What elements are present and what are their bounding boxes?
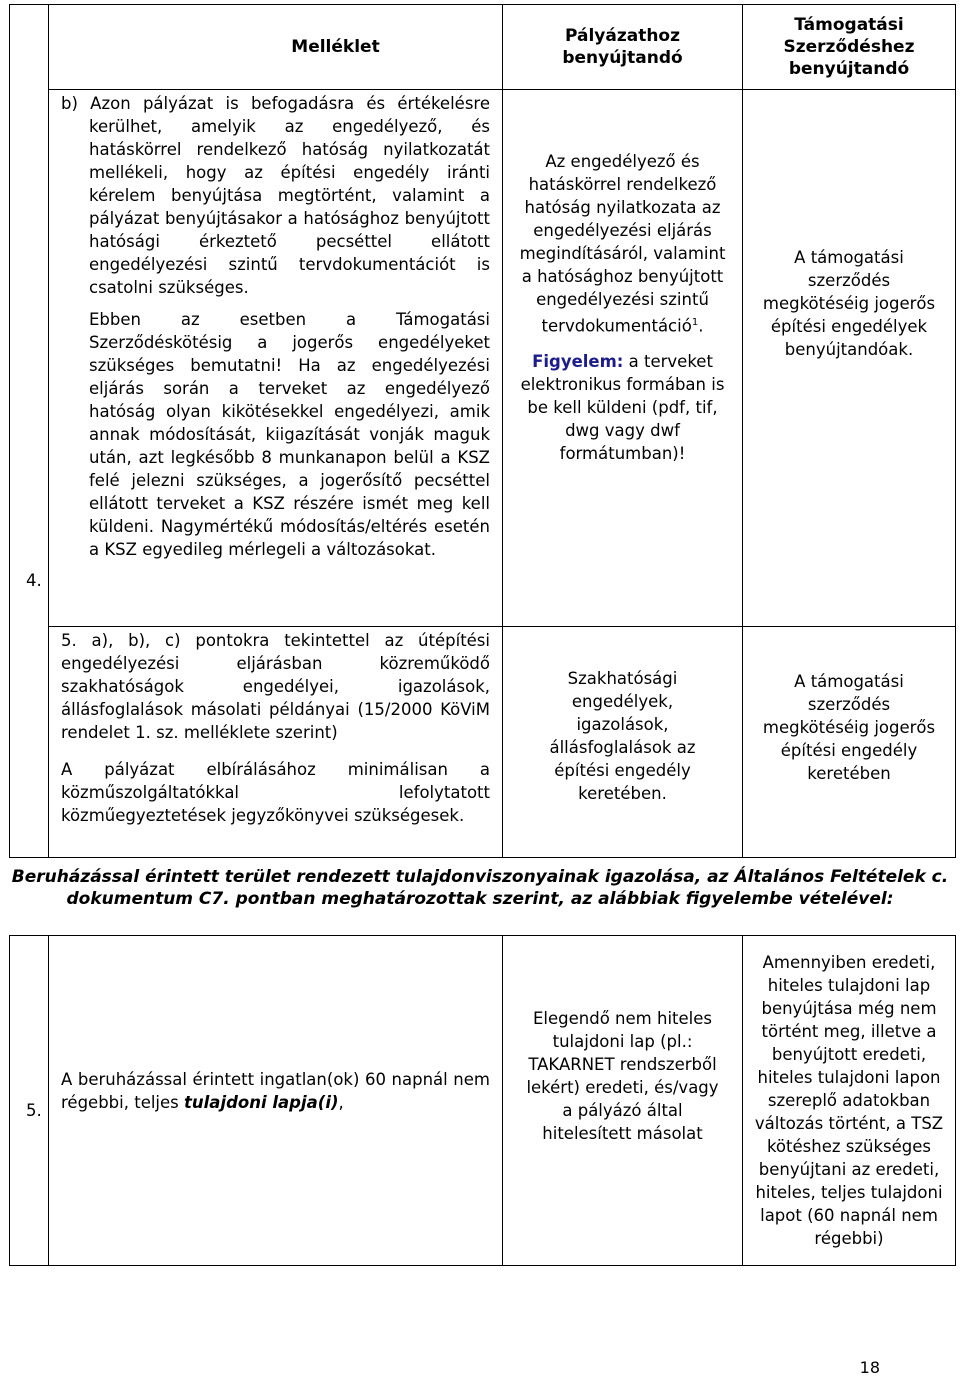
row5-number: 5. bbox=[26, 1101, 42, 1120]
block-b-palyazat-text: Az engedélyező és hatáskörrel rendelkező hatóság nyilatkozata az engedélyezési eljárás megindításáról, valamint a hatósághoz benyújtott engedélyezési szintű tervdokumentáció bbox=[519, 152, 726, 336]
block-5-para1: 5. a), b), c) pontokra tekintettel az útépítési engedélyezési eljárásban közreműködő szakhatóságok engedélyei, igazolások, állásfoglalások másolati példányai (15/2000 KöViM rendelet 1. sz. melléklete szerint) bbox=[61, 631, 490, 742]
row5-text: A beruházással érintett ingatlan(ok) 60 napnál nem régebbi, teljes tulajdoni lapja(i), bbox=[49, 936, 503, 1266]
block-5-para2: A pályázat elbírálásához minimálisan a közműszolgáltatókkal lefolytatott közműegyeztetések jegyzőkönyvei szükségesek. bbox=[61, 760, 490, 825]
block-5-tamogatasi: A támogatási szerződés megkötéséig jogerős építési engedély keretében bbox=[743, 627, 956, 858]
figyelem-note: Figyelem: a terveket elektronikus formában is be kell küldeni (pdf, tif, dwg vagy dwf formátumban)! bbox=[520, 351, 725, 463]
requirements-table-row4 bbox=[9, 4, 956, 858]
header-melleklet: Melléklet bbox=[49, 5, 503, 90]
row-number: 4. bbox=[26, 571, 42, 590]
block-b-tamogatasi: A támogatási szerződés megkötéséig jogerős építési engedélyek benyújtandóak. bbox=[743, 90, 956, 627]
tulajdoni-lap-emphasis: tulajdoni lapja(i) bbox=[184, 1092, 339, 1112]
footnote-ref[interactable]: 1 bbox=[691, 317, 699, 328]
block-5-text bbox=[49, 627, 503, 858]
row5-number-cell bbox=[10, 936, 49, 1266]
block-5-palyazat: Szakhatósági engedélyek, igazolások, állásfoglalások az építési engedély keretében. bbox=[503, 627, 743, 858]
requirements-table-row5 bbox=[9, 935, 956, 1266]
header-palyazat: Pályázathoz benyújtandó bbox=[503, 5, 743, 90]
row5-palyazat: Elegendő nem hiteles tulajdoni lap (pl.: TAKARNET rendszerből lekért) eredeti, és/vagy a pályázó által hitelesített másolat bbox=[503, 936, 743, 1266]
figyelem-label: Figyelem: bbox=[532, 351, 624, 371]
section5-header: Beruházással érintett terület rendezett tulajdonviszonyainak igazolása, az Általános Feltételek c. dokumentum C7. pontban meghatározottak szerint, az alábbiak figyelembe vételével: bbox=[11, 867, 949, 909]
row5-tamogatasi: Amennyiben eredeti, hiteles tulajdoni lap benyújtása még nem történt meg, illetve a benyújtott eredeti, hiteles tulajdoni lapon szereplő adatokban változás történt, a TSZ kötéshez szükséges benyújtani az eredeti, hiteles, teljes tulajdoni lapot (60 napnál nem régebbi) bbox=[743, 936, 956, 1266]
block-b-palyazat: Az engedélyező és hatáskörrel rendelkező hatóság nyilatkozata az engedélyezési eljárás megindításáról, valamint a hatósághoz benyújtott engedélyezési szintű tervdokumentáció$^1$. Figyelem: a terveket elektronikus formában is be kell küldeni (pdf, tif, dwg vagy dwf formátumban)! bbox=[503, 90, 743, 627]
row-number-cell bbox=[10, 5, 49, 858]
page-number: 18 bbox=[859, 1358, 880, 1377]
block-b-text bbox=[49, 90, 503, 627]
block-b-para1: b) Azon pályázat is befogadásra és értékelésre kerülhet, amelyik az engedélyező, és hatáskörrel rendelkező hatóság nyilatkozatát mellékeli, hogy az építési engedély iránti kérelem benyújtása megtörtént, valamint a pályázat benyújtásakor a hatósághoz benyújtott hatósági érkeztető pecséttel ellátott engedélyezési szintű tervdokumentációt is csatolni szükséges. bbox=[61, 94, 490, 297]
header-tamogatasi: Támogatási Szerződéshez benyújtandó bbox=[743, 5, 956, 90]
block-b-para2: Ebben az esetben a Támogatási Szerződéskötésig a jogerős engedélyeket szükséges bemutatni! Ha az engedélyezési eljárás során a terveket az engedélyező hatóság olyan kikötésekkel engedélyezi, amik annak módosítását, kiigazítását vonják maguk után, azt legkésőbb 8 munkanapon belül a KSZ felé jelezni szükséges, a jogerősítő pecséttel ellátott terveket a KSZ részére ismét meg kell küldeni. Nagymértékű módosítás/eltérés esetén a KSZ egyedileg mérlegeli a változásokat. bbox=[89, 310, 490, 559]
